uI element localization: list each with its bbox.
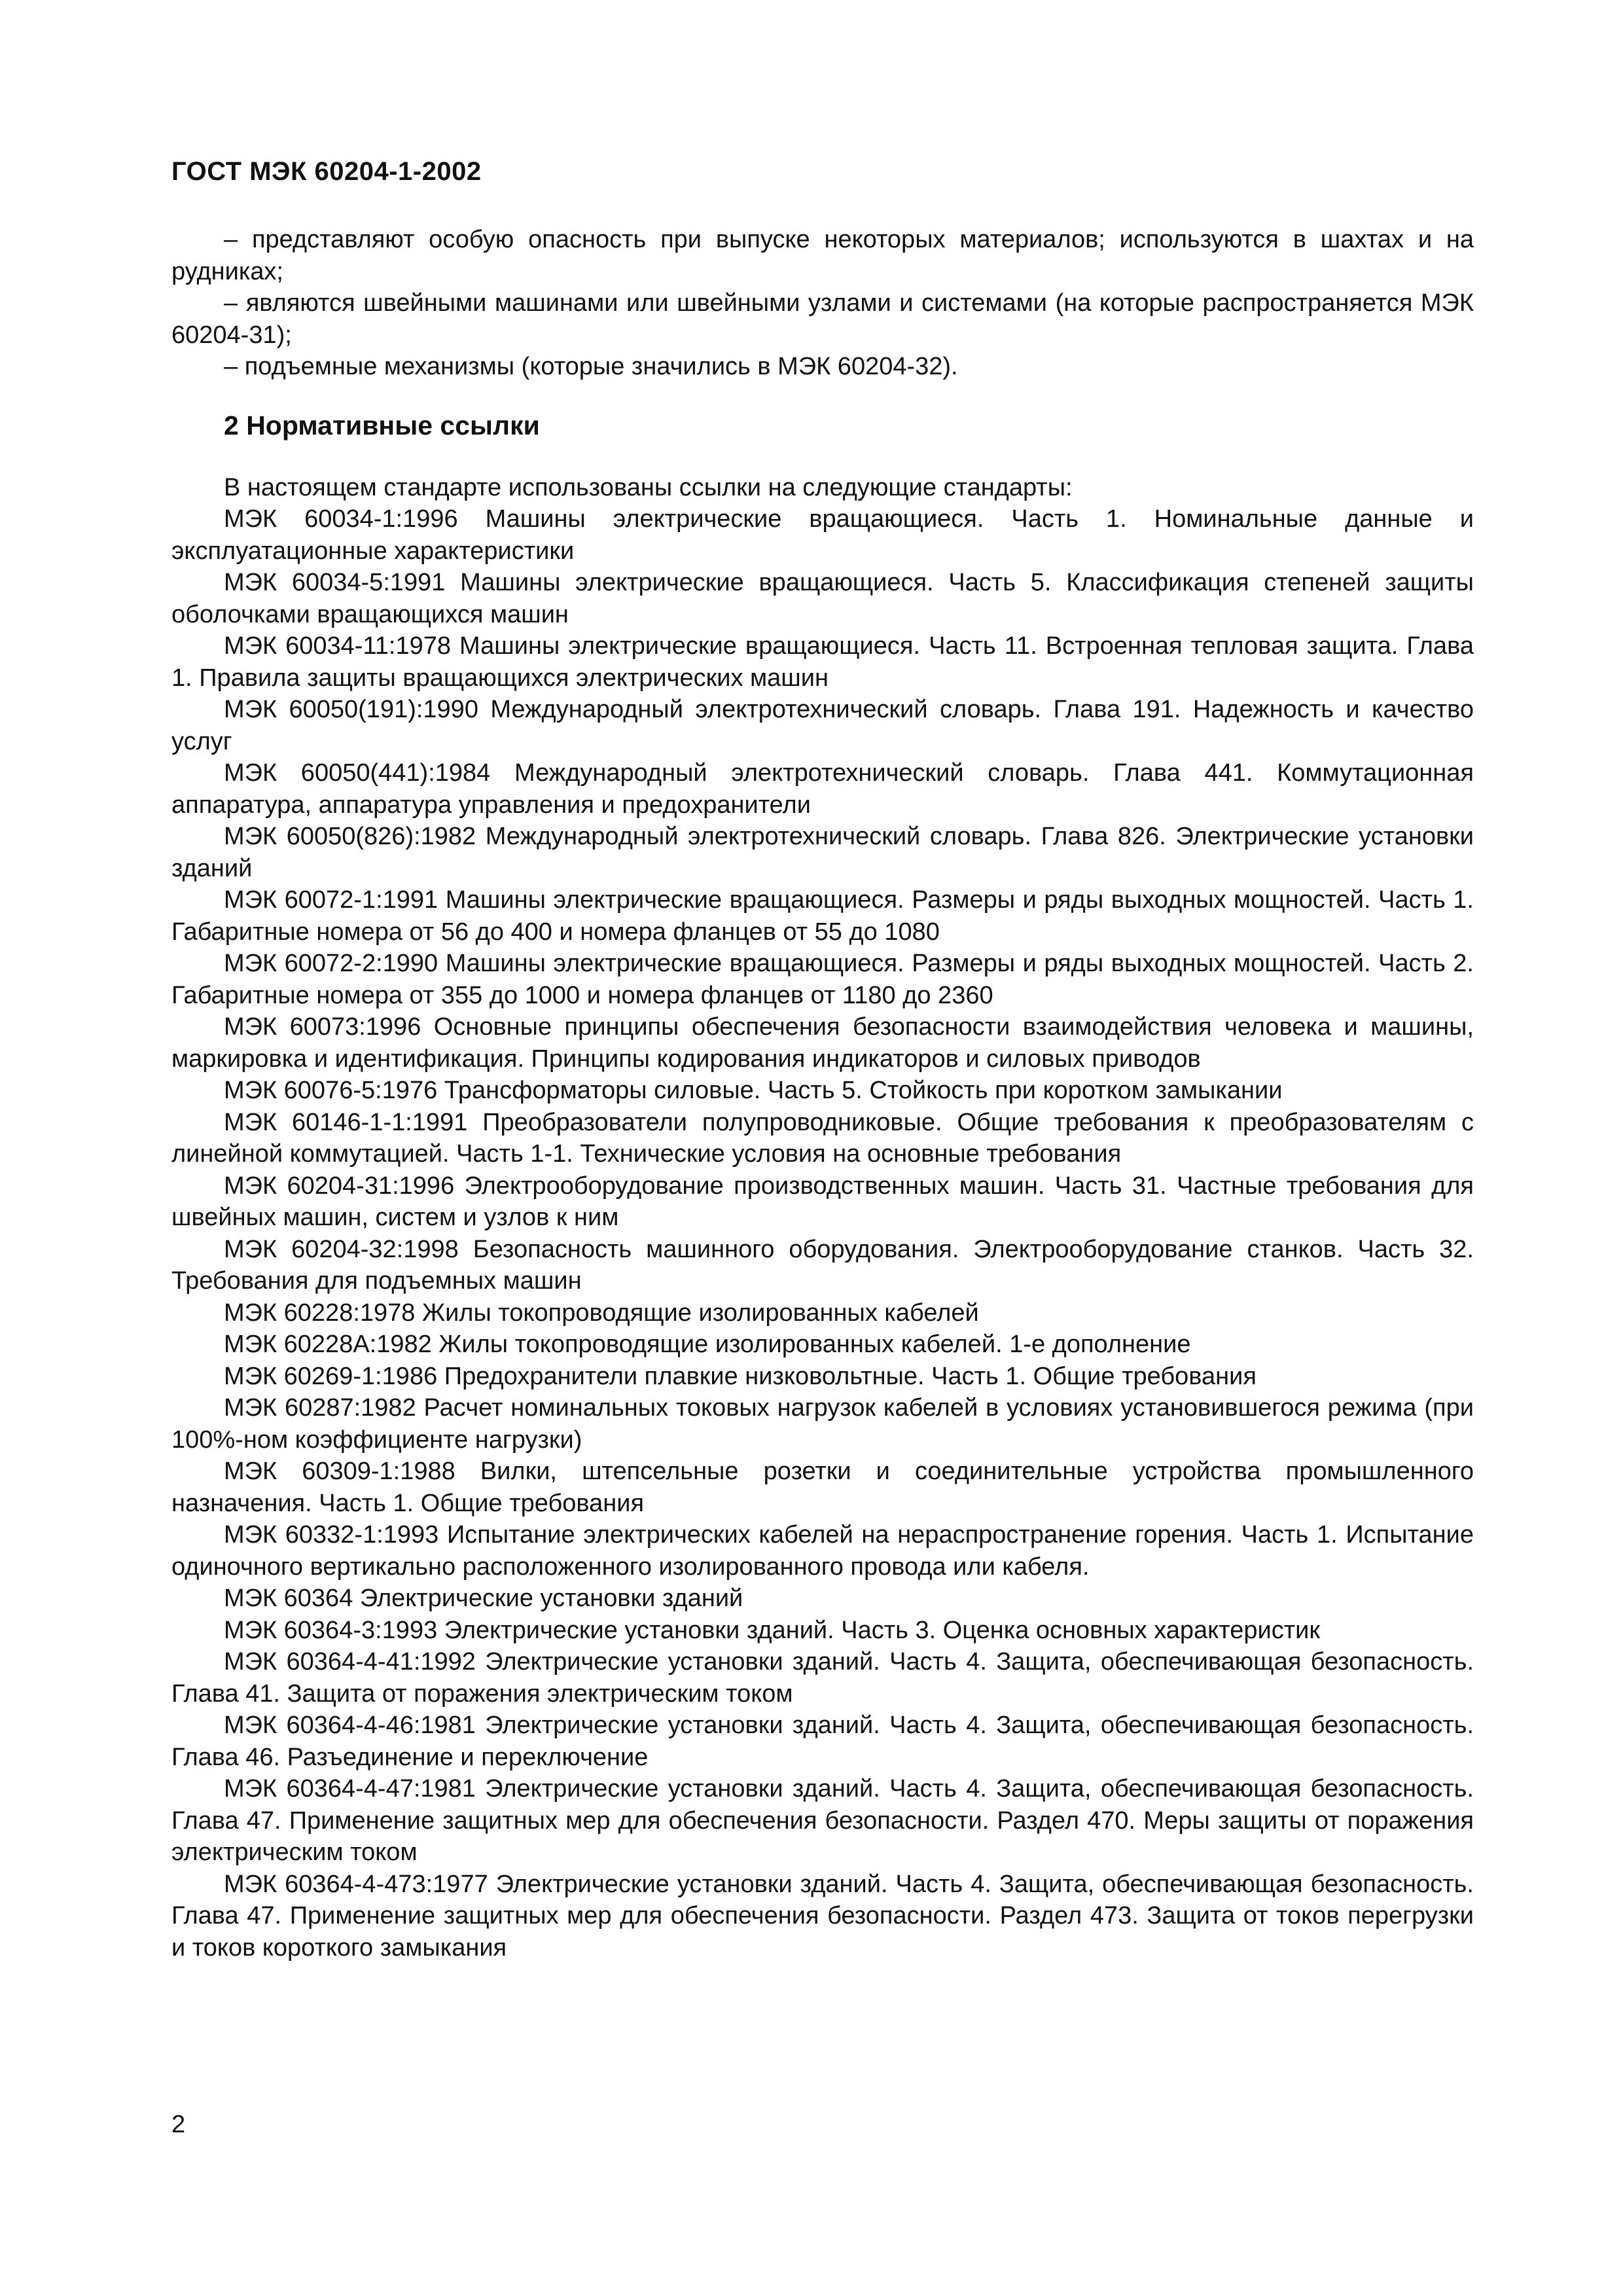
- reference-item: МЭК 60076-5:1976 Трансформаторы силовые. Часть 5. Стойкость при коротком замыкании: [224, 1077, 1283, 1104]
- reference-item: МЭК 60364-4-473:1977 Электрические установки зданий. Часть 4. Защита, обеспечивающая безопасность. Глава 47. Применение защитных мер для обеспечения безопасности. Раздел 473. Защита от токов перегрузки и токов короткого замыкания: [171, 1870, 1474, 1962]
- reference-item: МЭК 60228А:1982 Жилы токопроводящие изолированных кабелей. 1-е дополнение: [224, 1331, 1191, 1358]
- reference-item: МЭК 60364-4-46:1981 Электрические установки зданий. Часть 4. Защита, обеспечивающая безопасность. Глава 46. Разъединение и переключение: [171, 1712, 1474, 1771]
- reference-list: [171, 503, 1474, 1964]
- intro-list: [171, 224, 1474, 383]
- intro-item: – являются швейными машинами или швейными узлами и системами (на которые распространяется МЭК 60204-31);: [171, 289, 1474, 349]
- page-number: 2: [171, 2111, 186, 2138]
- reference-item: МЭК 60364-3:1993 Электрические установки зданий. Часть 3. Оценка основных характеристик: [224, 1616, 1320, 1644]
- reference-item: МЭК 60072-2:1990 Машины электрические вращающиеся. Размеры и ряды выходных мощностей. Часть 2. Габаритные номера от 355 до 1000 и номера фланцев от 1180 до 2360: [171, 950, 1474, 1009]
- reference-item: МЭК 60072-1:1991 Машины электрические вращающиеся. Размеры и ряды выходных мощностей. Часть 1. Габаритные номера от 56 до 400 и номера фланцев от 55 до 1080: [171, 886, 1474, 946]
- intro-item: – представляют особую опасность при выпуске некоторых материалов; используются в шахтах и на рудниках;: [171, 226, 1474, 285]
- reference-item: МЭК 60364 Электрические установки зданий: [224, 1585, 743, 1612]
- reference-item: МЭК 60364-4-47:1981 Электрические установки зданий. Часть 4. Защита, обеспечивающая безопасность. Глава 47. Применение защитных мер для обеспечения безопасности. Раздел 470. Меры защиты от поражения электрическим током: [171, 1775, 1474, 1866]
- reference-item: МЭК 60034-5:1991 Машины электрические вращающиеся. Часть 5. Классификация степеней защиты оболочками вращающихся машин: [171, 569, 1474, 628]
- reference-item: МЭК 60269-1:1986 Предохранители плавкие низковольтные. Часть 1. Общие требования: [224, 1362, 1257, 1390]
- reference-item: МЭК 60073:1996 Основные принципы обеспечения безопасности взаимодействия человека и машины, маркировка и идентификация. Принципы кодирования индикаторов и силовых приводов: [171, 1013, 1474, 1073]
- document-id-header: ГОСТ МЭК 60204-1-2002: [171, 157, 482, 186]
- reference-item: МЭК 60050(826):1982 Международный электротехнический словарь. Глава 826. Электрические установки зданий: [171, 823, 1474, 882]
- reference-item: МЭК 60034-11:1978 Машины электрические вращающиеся. Часть 11. Встроенная тепловая защита. Глава 1. Правила защиты вращающихся электрических машин: [171, 632, 1474, 692]
- reference-item: МЭК 60146-1-1:1991 Преобразователи полупроводниковые. Общие требования к преобразователям с линейной коммутацией. Часть 1-1. Технические условия на основные требования: [171, 1108, 1474, 1168]
- reference-item: МЭК 60332-1:1993 Испытание электрических кабелей на нераспространение горения. Часть 1. Испытание одиночного вертикально расположенного изолированного провода или кабеля.: [171, 1521, 1474, 1581]
- reference-item: МЭК 60050(441):1984 Международный электротехнический словарь. Глава 441. Коммутационная аппаратура, аппаратура управления и предохранители: [171, 759, 1474, 819]
- page-content: [171, 224, 1474, 1964]
- section-title: 2 Нормативные ссылки: [224, 410, 540, 440]
- reference-item: МЭК 60204-32:1998 Безопасность машинного оборудования. Электрооборудование станков. Часть 32. Требования для подъемных машин: [171, 1235, 1474, 1295]
- section-lead: В настоящем стандарте использованы ссылки на следующие стандарты:: [224, 473, 1073, 501]
- reference-item: МЭК 60034-1:1996 Машины электрические вращающиеся. Часть 1. Номинальные данные и эксплуатационные характеристики: [171, 505, 1474, 565]
- reference-item: МЭК 60309-1:1988 Вилки, штепсельные розетки и соединительные устройства промышленного назначения. Часть 1. Общие требования: [171, 1458, 1474, 1517]
- reference-item: МЭК 60228:1978 Жилы токопроводящие изолированных кабелей: [224, 1299, 979, 1327]
- reference-item: МЭК 60204-31:1996 Электрооборудование производственных машин. Часть 31. Частные требования для швейных машин, систем и узлов к ним: [171, 1172, 1474, 1231]
- reference-item: МЭК 60050(191):1990 Международный электротехнический словарь. Глава 191. Надежность и качество услуг: [171, 696, 1474, 755]
- reference-item: МЭК 60364-4-41:1992 Электрические установки зданий. Часть 4. Защита, обеспечивающая безопасность. Глава 41. Защита от поражения электрическим током: [171, 1648, 1474, 1708]
- intro-item: – подъемные механизмы (которые значились в МЭК 60204-32).: [224, 353, 958, 380]
- reference-item: МЭК 60287:1982 Расчет номинальных токовых нагрузок кабелей в условиях установившегося режима (при 100%-ном коэффициенте нагрузки): [171, 1394, 1474, 1454]
